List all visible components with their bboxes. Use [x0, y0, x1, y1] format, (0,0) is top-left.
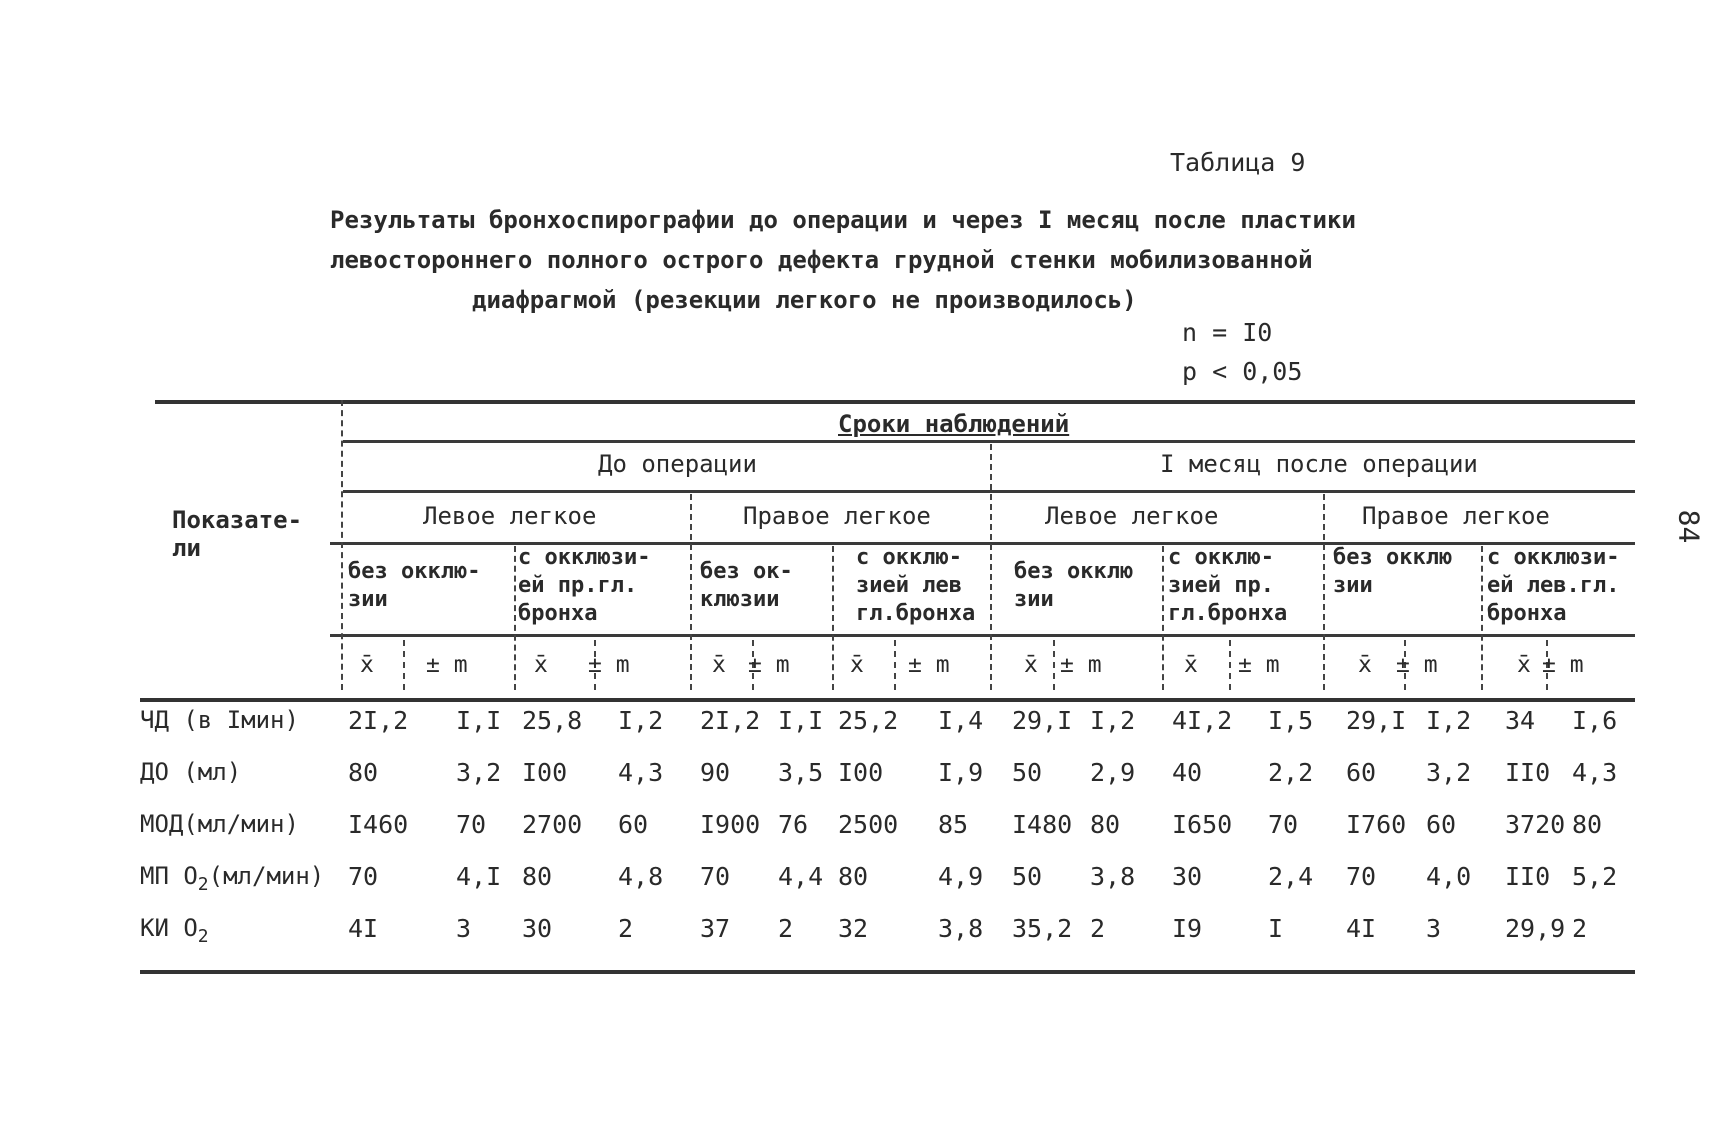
error-symbol: ± m [748, 652, 790, 678]
mean-value-cell: 30 [1172, 862, 1203, 891]
subcol-header-1: без окклю- зии [348, 559, 481, 612]
mean-value-cell: 50 [1012, 758, 1043, 787]
error-value-cell: 3,8 [1090, 862, 1136, 891]
mean-value-cell: 37 [700, 914, 731, 943]
lung-separator-before [690, 494, 692, 690]
error-value-cell: 2 [1572, 914, 1588, 943]
error-value-cell: I,9 [938, 758, 984, 787]
significance-level: p < 0,05 [1182, 357, 1303, 386]
error-value-cell: 2,2 [1268, 758, 1314, 787]
error-value-cell: 3,2 [1426, 758, 1472, 787]
error-value-cell: 60 [618, 810, 649, 839]
mean-symbol: x̄ [712, 652, 726, 678]
error-value-cell: 4,3 [618, 758, 664, 787]
error-value-cell: 4,8 [618, 862, 664, 891]
mean-value-cell: 70 [700, 862, 731, 891]
subcol-header-4: с окклю- зией лев гл.бронха [856, 545, 976, 626]
mean-value-cell: 2700 [522, 810, 583, 839]
error-symbol: ± m [1060, 652, 1102, 678]
mean-value-cell: 3720 [1505, 810, 1566, 839]
mean-value-cell: 4I [348, 914, 379, 943]
mean-value-cell: 29,9 [1505, 914, 1566, 943]
subcol-sep-2 [832, 546, 834, 690]
error-value-cell: 3,8 [938, 914, 984, 943]
mean-symbol: x̄ [1184, 652, 1198, 678]
mean-value-cell: 2I,2 [348, 706, 409, 735]
subcol-header-8: с окклюзи- ей лев.гл. бронха [1487, 545, 1620, 626]
row-label: МОД(мл/мин) [140, 810, 299, 838]
mean-value-cell: I9 [1172, 914, 1203, 943]
mean-symbol: x̄ [1024, 652, 1038, 678]
row-label: ДО (мл) [140, 758, 242, 786]
table-title [330, 200, 1356, 320]
error-value-cell: 2,4 [1268, 862, 1314, 891]
mean-value-cell: 80 [522, 862, 553, 891]
error-value-cell: 80 [1572, 810, 1603, 839]
error-value-cell: I [1268, 914, 1284, 943]
mean-value-cell: 2I,2 [700, 706, 761, 735]
mean-value-cell: I460 [348, 810, 409, 839]
after-op-header: I месяц после операции [1160, 450, 1478, 478]
mean-symbol: x̄ [1358, 652, 1372, 678]
mean-value-cell: I480 [1012, 810, 1073, 839]
table-top-rule [155, 400, 1635, 404]
error-value-cell: 4,4 [778, 862, 824, 891]
sample-size: n = I0 [1182, 318, 1273, 347]
pair-sep-6 [1229, 640, 1231, 690]
mean-value-cell: I900 [700, 810, 761, 839]
mean-value-cell: I00 [522, 758, 568, 787]
mean-value-cell: 29,I [1012, 706, 1073, 735]
subcol-header-2: с окклюзи- ей пр.гл. бронха [518, 545, 651, 626]
error-value-cell: 4,I [456, 862, 502, 891]
mean-value-cell: 60 [1346, 758, 1377, 787]
error-value-cell: 60 [1426, 810, 1457, 839]
before-op-header: До операции [598, 450, 757, 478]
error-symbol: ± m [426, 652, 468, 678]
mean-value-cell: 30 [522, 914, 553, 943]
mean-value-cell: 80 [838, 862, 869, 891]
subcol-rule [330, 634, 1635, 637]
error-value-cell: 4,3 [1572, 758, 1618, 787]
error-value-cell: 70 [1268, 810, 1299, 839]
error-value-cell: I,5 [1268, 706, 1314, 735]
error-value-cell: 85 [938, 810, 969, 839]
error-symbol: ± m [1238, 652, 1280, 678]
table-label: Таблица 9 [1170, 148, 1306, 177]
mean-value-cell: 32 [838, 914, 869, 943]
mean-value-cell: 40 [1172, 758, 1203, 787]
op-rule [343, 490, 1635, 493]
left-lung-header-before: Левое легкое [423, 502, 597, 530]
page-number: 84 [1672, 509, 1706, 544]
mean-value-cell: II0 [1505, 862, 1551, 891]
error-value-cell: 2,9 [1090, 758, 1136, 787]
error-value-cell: 2 [778, 914, 794, 943]
pair-sep-5 [1053, 640, 1055, 690]
error-value-cell: 80 [1090, 810, 1121, 839]
row-label: КИ $O_2$ [140, 914, 209, 947]
mean-value-cell: 4I,2 [1172, 706, 1233, 735]
mean-symbol: x̄ [360, 652, 374, 678]
error-value-cell: 3 [456, 914, 472, 943]
period-header: Сроки наблюдений [838, 410, 1070, 438]
mean-value-cell: 25,8 [522, 706, 583, 735]
error-value-cell: 2 [1090, 914, 1106, 943]
mean-value-cell: 70 [348, 862, 379, 891]
table-bottom-rule [140, 970, 1635, 974]
subcol-sep-4 [1481, 546, 1483, 690]
mean-symbol: x̄ [1517, 652, 1531, 678]
title-line-2: левостороннего полного острого дефекта грудной стенки мобилизованной [330, 246, 1313, 274]
indicators-header: Показате- ли [172, 506, 303, 562]
mean-value-cell: I760 [1346, 810, 1407, 839]
lung-separator-after [1323, 494, 1325, 690]
error-value-cell: 5,2 [1572, 862, 1618, 891]
error-value-cell: 3,5 [778, 758, 824, 787]
error-value-cell: I,6 [1572, 706, 1618, 735]
right-lung-header-after: Правое легкое [1362, 502, 1550, 530]
error-value-cell: 2 [618, 914, 634, 943]
subcol-header-7: без окклю зии [1333, 545, 1453, 598]
error-value-cell: I,2 [1090, 706, 1136, 735]
error-value-cell: I,I [778, 706, 824, 735]
row-label: ЧД (в Iмин) [140, 706, 299, 734]
mean-value-cell: 29,I [1346, 706, 1407, 735]
left-lung-header-after: Левое легкое [1045, 502, 1219, 530]
period-rule [343, 440, 1635, 443]
error-symbol: ± m [588, 652, 630, 678]
mean-value-cell: 80 [348, 758, 379, 787]
mean-value-cell: I00 [838, 758, 884, 787]
error-value-cell: 3 [1426, 914, 1442, 943]
title-line-1: Результаты бронхоспирографии до операции и через I месяц после пластики [330, 206, 1356, 234]
mean-value-cell: 2500 [838, 810, 899, 839]
row-label: МП $O_2(мл/мин)$ [140, 862, 325, 895]
error-value-cell: 3,2 [456, 758, 502, 787]
subcol-sep-1 [514, 546, 516, 690]
mean-value-cell: 90 [700, 758, 731, 787]
error-symbol: ± m [1396, 652, 1438, 678]
title-line-3: диафрагмой (резекции легкого не производилось) [472, 286, 1137, 314]
right-lung-header-before: Правое легкое [743, 502, 931, 530]
subcol-header-3: без ок- клюзии [700, 559, 793, 612]
error-symbol: ± m [1542, 652, 1584, 678]
error-symbol: ± m [908, 652, 950, 678]
mean-value-cell: 25,2 [838, 706, 899, 735]
subcol-header-6: с окклю- зией пр. гл.бронха [1168, 545, 1288, 626]
error-value-cell: I,2 [1426, 706, 1472, 735]
header-bottom-rule [140, 698, 1635, 702]
mean-value-cell: 4I [1346, 914, 1377, 943]
error-value-cell: I,I [456, 706, 502, 735]
subcol-sep-3 [1162, 546, 1164, 690]
period-separator [990, 444, 992, 690]
mean-symbol: x̄ [534, 652, 548, 678]
error-value-cell: 4,0 [1426, 862, 1472, 891]
mean-value-cell: I650 [1172, 810, 1233, 839]
pair-sep-1 [403, 640, 405, 690]
mean-value-cell: 70 [1346, 862, 1377, 891]
pair-sep-4 [894, 640, 896, 690]
mean-symbol: x̄ [850, 652, 864, 678]
indicator-separator [341, 400, 343, 690]
mean-value-cell: 35,2 [1012, 914, 1073, 943]
subcol-header-5: без окклю зии [1014, 559, 1134, 612]
mean-value-cell: 34 [1505, 706, 1536, 735]
error-value-cell: I,4 [938, 706, 984, 735]
error-value-cell: 4,9 [938, 862, 984, 891]
error-value-cell: I,2 [618, 706, 664, 735]
mean-value-cell: 50 [1012, 862, 1043, 891]
error-value-cell: 70 [456, 810, 487, 839]
error-value-cell: 76 [778, 810, 809, 839]
mean-value-cell: II0 [1505, 758, 1551, 787]
